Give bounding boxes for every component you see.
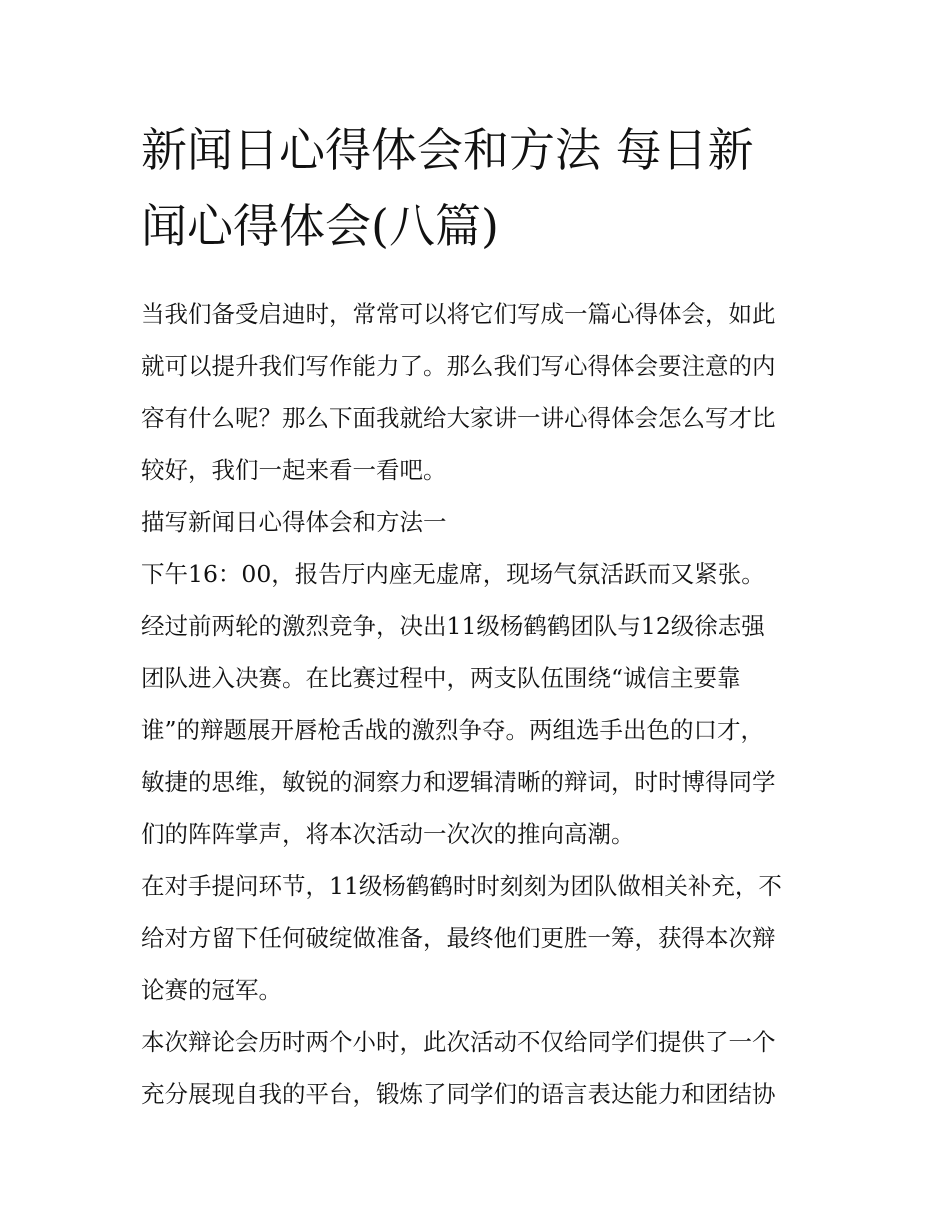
document-body xyxy=(141,112,813,1120)
text-line: 充分展现自我的平台，锻炼了同学们的语言表达能力和团结协 xyxy=(141,1080,776,1108)
text-line: 容有什么呢？那么下面我就给大家讲一讲心得体会怎么写才比 xyxy=(141,404,776,432)
paragraph-time xyxy=(141,548,813,600)
paragraph-competition xyxy=(141,600,813,860)
text-line: 敏捷的思维，敏锐的洞察力和逻辑清晰的辩词，时时博得同学 xyxy=(141,768,776,796)
text-line: 当我们备受启迪时，常常可以将它们写成一篇心得体会，如此 xyxy=(141,300,776,328)
title-line: 新闻日心得体会和方法 每日新 xyxy=(141,123,754,177)
text-line: 们的阵阵掌声，将本次活动一次次的推向高潮。 xyxy=(141,820,635,848)
text-line: 下午16：00，报告厅内座无虚席，现场气氛活跃而又紧张。 xyxy=(141,560,765,588)
section-heading xyxy=(141,496,813,548)
title-line: 闻心得体会(八篇) xyxy=(141,199,499,253)
text-line: 论赛的冠军。 xyxy=(141,976,282,1004)
text-line: 在对手提问环节，11级杨鹤鹤时时刻刻为团队做相关补充，不 xyxy=(141,872,782,900)
text-line: 经过前两轮的激烈竞争，决出11级杨鹤鹤团队与12级徐志强 xyxy=(141,612,765,640)
text-line: 就可以提升我们写作能力了。那么我们写心得体会要注意的内 xyxy=(141,352,776,380)
text-line: 谁”的辩题展开唇枪舌战的激烈争夺。两组选手出色的口才， xyxy=(141,716,765,744)
text-line: 本次辩论会历时两个小时，此次活动不仅给同学们提供了一个 xyxy=(141,1028,776,1056)
text-line: 团队进入决赛。在比赛过程中，两支队伍围绕“诚信主要靠 xyxy=(141,664,741,692)
text-line: 描写新闻日心得体会和方法一 xyxy=(141,508,447,536)
intro-paragraph xyxy=(141,288,813,496)
paragraph-summary xyxy=(141,1016,813,1120)
paragraph-questions xyxy=(141,860,813,1016)
text-line: 给对方留下任何破绽做准备，最终他们更胜一筹，获得本次辩 xyxy=(141,924,776,952)
document-title xyxy=(141,112,813,264)
text-line: 较好，我们一起来看一看吧。 xyxy=(141,456,447,484)
